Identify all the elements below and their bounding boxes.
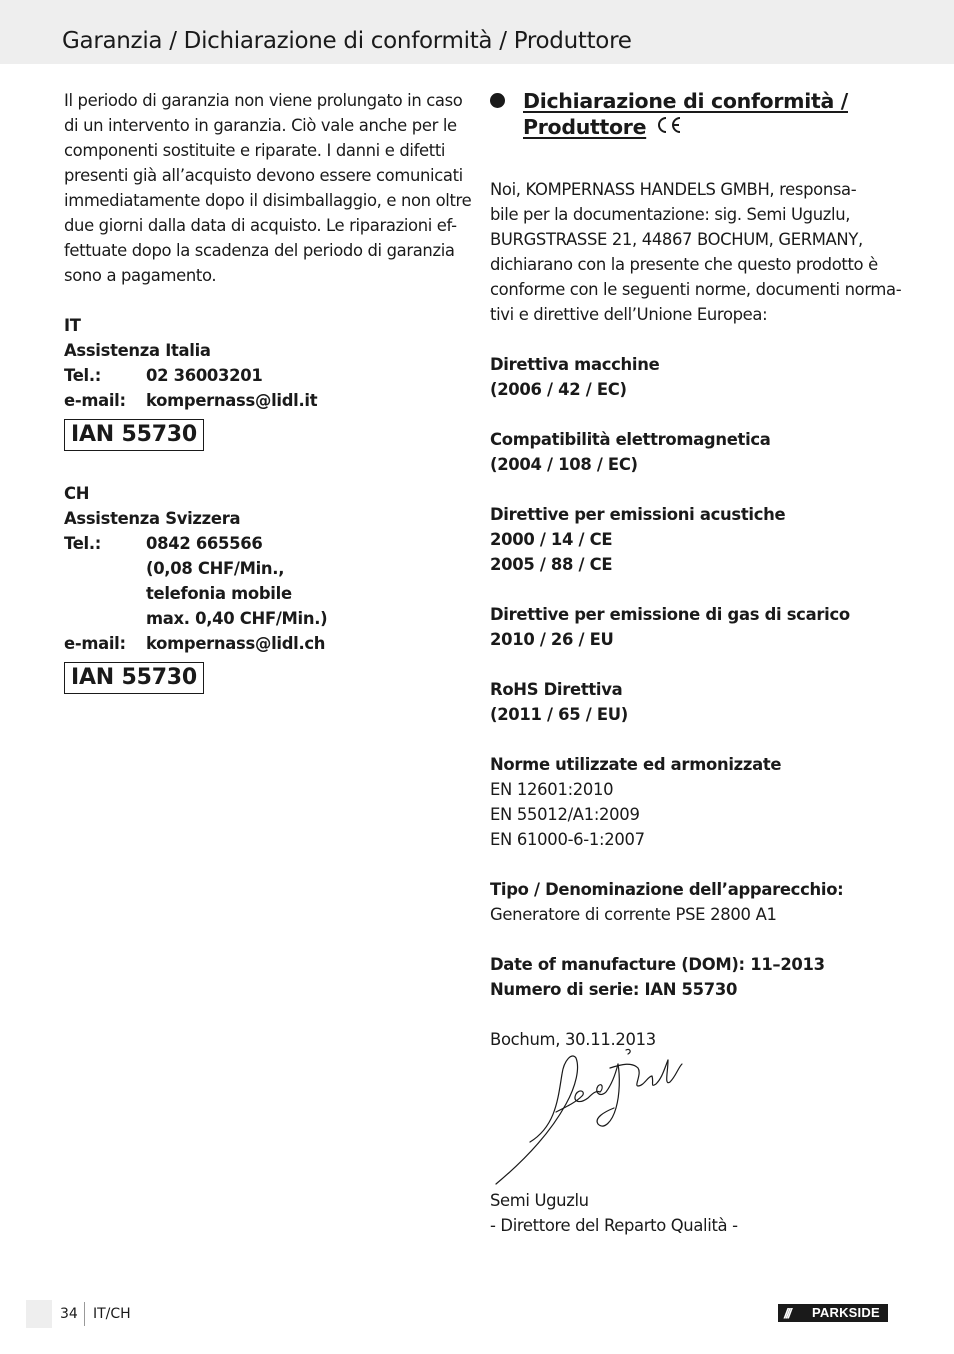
text-line: immediatamente dopo il disimballaggio, e non oltre [64,191,472,210]
section-heading [490,88,890,141]
service-name: Assistenza Italia [64,341,211,360]
directive-noise [490,502,890,577]
directive-line: RoHS Direttiva [490,680,623,699]
norm-item: EN 61000-6-1:2007 [490,830,645,849]
tel-note: telefonia mobile [146,584,292,603]
email-label: e-mail: [64,634,126,653]
page-title: Garanzia / Dichiarazione di conformità / Produttore [62,28,632,54]
directive-line: Compatibilità elettromagnetica [490,430,771,449]
manufacture-date: Date of manufacture (DOM): 11–2013 [490,955,825,974]
email-row [64,631,464,656]
directive-line: (2006 / 42 / EC) [490,380,627,399]
section-title [523,88,848,141]
directive-line: (2011 / 65 / EU) [490,705,628,724]
tel-note-row [64,606,464,631]
directive-line: Direttiva macchine [490,355,660,374]
signer-role: - Direttore del Reparto Qualità - [490,1216,738,1235]
brand-name: PARKSIDE [812,1305,880,1320]
service-italy [64,313,464,413]
text-line: Noi, KOMPERNASS HANDELS GMBH, responsa- [490,180,857,199]
warranty-paragraph [64,88,472,288]
footer-marker [26,1300,52,1328]
place-date: Bochum, 30.11.2013 [490,1030,656,1049]
text-line: di un intervento in garanzia. Ciò vale anche per le [64,116,457,135]
tel-label: Tel.: [64,366,102,385]
tel-row [64,531,464,556]
device-type-block [490,877,890,927]
tel-value: 0842 665566 [146,534,263,553]
ian-box-italy: IAN 55730 [64,419,204,451]
serial-number: Numero di serie: IAN 55730 [490,980,738,999]
service-switzerland [64,481,464,656]
directive-line: Direttive per emissioni acustiche [490,505,786,524]
tel-value: 02 36003201 [146,366,263,385]
text-line: presenti già all’acquisto devono essere comunicati [64,166,463,185]
tel-note: max. 0,40 CHF/Min.) [146,609,328,628]
text-line: due giorni dalla data di acquisto. Le riparazioni ef- [64,216,457,235]
norms-title: Norme utilizzate ed armonizzate [490,755,782,774]
directive-line: 2010 / 26 / EU [490,630,614,649]
directive-emc [490,427,890,477]
signer-name: Semi Uguzlu [490,1191,589,1210]
text-line: Il periodo di garanzia non viene prolungato in caso [64,91,463,110]
device-type-value: Generatore di corrente PSE 2800 A1 [490,905,777,924]
email-row [64,388,464,413]
text-line: conforme con le seguenti norme, documenti norma- [490,280,902,299]
email-value: kompernass@lidl.ch [146,634,326,653]
ce-mark-icon [654,115,682,141]
parkside-logo [778,1304,888,1322]
directive-line: 2005 / 88 / CE [490,555,613,574]
country-code: CH [64,484,90,503]
page-number: 34 [60,1306,78,1322]
intro-paragraph [490,177,902,327]
text-line: sono a pagamento. [64,266,217,285]
tel-note: (0,08 CHF/Min., [146,559,285,578]
email-value: kompernass@lidl.it [146,391,318,410]
text-line: tivi e direttive dell’Unione Europea: [490,305,768,324]
language-code: IT/CH [93,1306,131,1322]
norms-block [490,752,890,852]
directive-line: 2000 / 14 / CE [490,530,613,549]
page-header [0,0,954,64]
directive-line: Direttive per emissione di gas di scarico [490,605,850,624]
logo-stripes-icon: /// [784,1305,790,1321]
service-name: Assistenza Svizzera [64,509,241,528]
country-code: IT [64,316,81,335]
norm-item: EN 12601:2010 [490,780,614,799]
email-label: e-mail: [64,391,126,410]
directive-machines [490,352,890,402]
signature-image [492,1046,692,1186]
section-title-line: Dichiarazione di conformità / [523,89,848,113]
ian-box-switzerland: IAN 55730 [64,662,204,694]
signer-block [490,1188,738,1238]
tel-note-row [64,556,464,581]
directive-exhaust [490,602,890,652]
tel-label: Tel.: [64,534,102,553]
text-line: BURGSTRASSE 21, 44867 BOCHUM, GERMANY, [490,230,863,249]
norm-item: EN 55012/A1:2009 [490,805,640,824]
footer-divider [84,1302,85,1326]
manufacture-block [490,952,890,1002]
text-line: fettuate dopo la scadenza del periodo di garanzia [64,241,455,260]
tel-note-row [64,581,464,606]
device-type-title: Tipo / Denominazione dell’apparecchio: [490,880,844,899]
bullet-icon [490,93,505,108]
text-line: bile per la documentazione: sig. Semi Uguzlu, [490,205,851,224]
left-column [64,88,472,719]
text-line: dichiarano con la presente che questo prodotto è [490,255,878,274]
section-title-line [523,114,848,141]
directive-rohs [490,677,890,727]
tel-row [64,363,464,388]
text-line: componenti sostituite e riparate. I danni e difetti [64,141,446,160]
section-title-text: Produttore [523,115,647,139]
right-column [490,88,902,1077]
directive-line: (2004 / 108 / EC) [490,455,638,474]
